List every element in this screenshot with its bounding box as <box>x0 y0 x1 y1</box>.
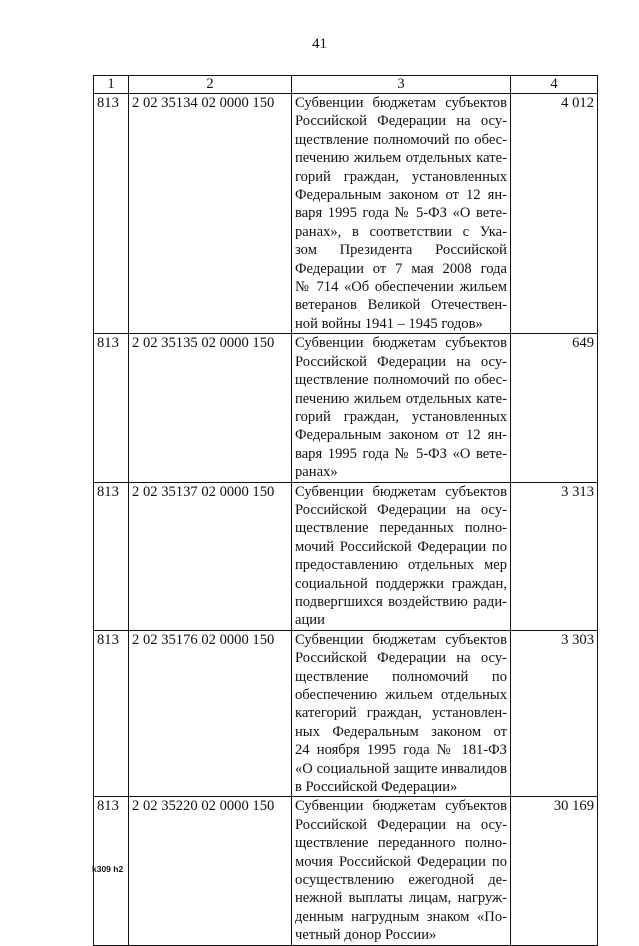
description-line: печению жильем отдельных кате- <box>295 150 507 167</box>
description-line: категорий граждан, установлен- <box>295 705 507 722</box>
description-line: денным нагрудным знаком «По- <box>295 908 507 925</box>
description-line: ществление переданных полно- <box>295 520 507 537</box>
cell-amount: 3 313 <box>511 482 598 630</box>
cell-description <box>292 482 511 630</box>
description-line: Федерации от 7 мая 2008 года <box>295 260 507 277</box>
budget-table <box>93 75 598 946</box>
description-line: нежной выплаты лицам, нагруж- <box>295 890 507 907</box>
cell-description <box>292 630 511 797</box>
description-line: осуществлению ежегодной де- <box>295 872 507 889</box>
description-line: ществление полномочий по <box>295 668 507 685</box>
cell-admin-code: 813 <box>94 482 129 630</box>
description-line: ществление переданного полно- <box>295 835 507 852</box>
cell-admin-code: 813 <box>94 797 129 945</box>
description-line: четный донор России» <box>295 927 437 944</box>
cell-budget-code: 2 02 35176 02 0000 150 <box>129 630 292 797</box>
description-line: 24 ноября 1995 года № 181-ФЗ <box>295 742 507 759</box>
footer-mark: k309 h2 <box>92 864 124 874</box>
column-header-1: 1 <box>94 76 129 94</box>
cell-budget-code: 2 02 35220 02 0000 150 <box>129 797 292 945</box>
description-line: печению жильем отдельных кате- <box>295 390 507 407</box>
page-number: 41 <box>312 36 327 52</box>
description-line: варя 1995 года № 5-ФЗ «О вете- <box>295 205 507 222</box>
cell-admin-code: 813 <box>94 334 129 482</box>
description-line: ществление полномочий по обес- <box>295 131 507 148</box>
description-line: в Российской Федерации» <box>295 779 458 796</box>
description-line: ранах», в соответствии с Ука- <box>295 223 507 240</box>
cell-description <box>292 797 511 945</box>
description-line: Субвенции бюджетам субъектов <box>295 631 507 648</box>
description-line: Российской Федерации на осу- <box>295 816 507 833</box>
description-line: «О социальной защите инвалидов <box>295 760 507 777</box>
description-line: Федеральным законом от 12 ян- <box>295 187 507 204</box>
description-line: № 714 «Об обеспечении жильем <box>295 279 507 296</box>
description-line: ветеранов Великой Отечествен- <box>295 297 507 314</box>
description-line: ных Федеральным законом от <box>295 723 507 740</box>
table-row <box>94 630 598 797</box>
description-line: Федеральным законом от 12 ян- <box>295 427 507 444</box>
description-line: Российской Федерации на осу- <box>295 501 507 518</box>
column-header-2: 2 <box>129 76 292 94</box>
cell-amount: 649 <box>511 334 598 482</box>
description-line: ществление полномочий по обес- <box>295 372 507 389</box>
cell-budget-code: 2 02 35137 02 0000 150 <box>129 482 292 630</box>
table-row <box>94 482 598 630</box>
description-line: Российской Федерации на осу- <box>295 353 507 370</box>
description-line: мочия Российской Федерации по <box>295 853 507 870</box>
description-line: Субвенции бюджетам субъектов <box>295 95 507 111</box>
cell-amount: 30 169 <box>511 797 598 945</box>
table-row <box>94 797 598 945</box>
cell-budget-code: 2 02 35134 02 0000 150 <box>129 94 292 334</box>
cell-admin-code: 813 <box>94 630 129 797</box>
description-line: Субвенции бюджетам субъектов <box>295 483 507 500</box>
cell-description <box>292 94 511 334</box>
table-body <box>94 94 598 946</box>
description-line: Субвенции бюджетам субъектов <box>295 798 507 815</box>
description-line: мочий Российской Федерации по <box>295 538 507 555</box>
cell-budget-code: 2 02 35135 02 0000 150 <box>129 334 292 482</box>
table-row <box>94 94 598 334</box>
column-header-3: 3 <box>292 76 511 94</box>
description-line: предоставлению отдельных мер <box>295 557 507 574</box>
cell-description <box>292 334 511 482</box>
description-line: горий граждан, установленных <box>295 408 507 425</box>
description-line: социальной поддержки граждан, <box>295 575 507 592</box>
description-line: ации <box>295 612 325 629</box>
description-line: Российской Федерации на осу- <box>295 650 507 667</box>
description-line: обеспечению жильем отдельных <box>295 687 507 703</box>
description-line: зом Президента Российской <box>295 242 507 259</box>
description-line: горий граждан, установленных <box>295 168 507 185</box>
cell-amount: 4 012 <box>511 94 598 334</box>
description-line: ной войны 1941 – 1945 годов» <box>295 315 483 332</box>
table-header-row <box>94 76 598 94</box>
column-header-4: 4 <box>511 76 598 94</box>
description-line: варя 1995 года № 5-ФЗ «О вете- <box>295 445 507 462</box>
description-line: ранах» <box>295 464 338 481</box>
description-line: Субвенции бюджетам субъектов <box>295 335 507 352</box>
cell-amount: 3 303 <box>511 630 598 797</box>
description-line: подвергшихся воздействию ради- <box>295 593 507 610</box>
description-line: Российской Федерации на осу- <box>295 113 507 130</box>
cell-admin-code: 813 <box>94 94 129 334</box>
table-row <box>94 334 598 482</box>
